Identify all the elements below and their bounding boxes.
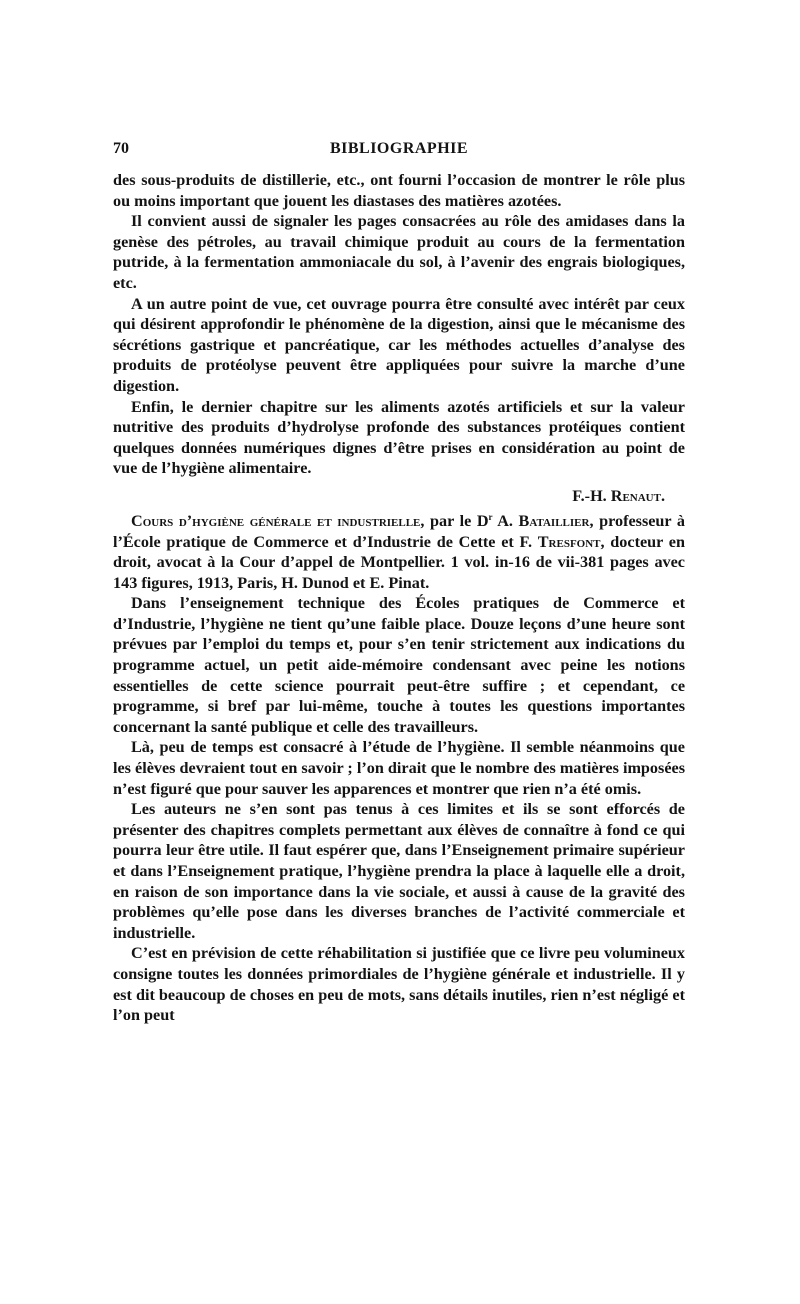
review2-paragraph: Dans l’enseignement technique des Écoles pratiques de Commerce et d’Industrie, l’hygiène ne tient qu’une faible place. Douze leçons d’une heure sont prévues par l’emploi du temps et, pour s’en tenir strictement aux indications du programme actuel, un petit aide-mémoire condensant avec peine les notions essentielles de cette science pourrait peut-être suffire ; et cependant, ce programme, si bref par lui-même, touche à toutes les questions importantes concernant la santé publique et celle des travailleurs. bbox=[113, 594, 685, 736]
review2-affiliation2: docteur en droit, avocat à la Cour d’appel de Montpellier. 1 vol. in-16 de vii-381 pages avec 143 figures, 1913, Paris, H. Dunod et E. Pinat. bbox=[113, 532, 685, 592]
review1-continuation: des sous-produits de distillerie, etc., ont fourni l’occasion de montrer le rôle plus ou moins important que jouent les diastases des matières azotées. bbox=[113, 171, 685, 210]
review1-paragraph: Enfin, le dernier chapitre sur les aliments azotés artificiels et sur la valeur nutritive des produits d’hydrolyse profonde des substances protéiques contient quelques données numériques dignes d’être prises en considération au point de vue de l’hygiène alimentaire. bbox=[113, 397, 685, 478]
review2-author1: A. Bataillier, bbox=[492, 511, 594, 530]
review2-paragraph: Là, peu de temps est consacré à l’étude de l’hygiène. Il semble néanmoins que les élèves devraient tout en savoir ; l’on dirait que le nombre des matières imposées n’est figuré que pour sauver les apparences et montrer que rien n’a été omis. bbox=[113, 738, 685, 798]
review1-paragraph: A un autre point de vue, cet ouvrage pourra être consulté avec intérêt par ceux qui désirent approfondir le phénomène de la digestion, ainsi que le mécanisme des sécrétions gastrique et pancréatique, car les méthodes actuelles d’analyse des produits de protéolyse peuvent être appliquées pour suivre la marche d’une digestion. bbox=[113, 294, 685, 395]
review2-paragraph: C’est en prévision de cette réhabilitation si justifiée que ce livre peu volumineux consigne toutes les données primordiales de l’hygiène générale et industrielle. Il y est dit beaucoup de choses en peu de mots, sans détails inutiles, rien n’est négligé et l’on peut bbox=[113, 944, 685, 1025]
review2-by: par le D bbox=[424, 511, 489, 530]
review2-author2: Tresfont, bbox=[537, 532, 605, 551]
review1-signature: F.-H. Renaut. bbox=[572, 486, 665, 505]
review2-affiliation1: professeur à l’École pratique de Commerce et d’Industrie de Cette et F. bbox=[113, 511, 685, 551]
review2-paragraph: Les auteurs ne s’en sont pas tenus à ces limites et ils se sont efforcés de présenter des chapitres complets permettant aux élèves de connaître à fond ce qui pourra leur être utile. Il faut espérer que, dans l’Enseignement primaire supérieur et dans l’Enseignement pratique, l’hygiène prendra la place à laquelle elle a droit, en raison de son importance dans la vie sociale, et aussi à cause de la gravité des problèmes qu’elle pose dans les diverses branches de l’activité commerciale et industrielle. bbox=[113, 800, 685, 942]
running-title: BIBLIOGRAPHIE bbox=[329, 140, 469, 157]
review2-heading bbox=[113, 507, 685, 593]
review1-paragraph: Il convient aussi de signaler les pages consacrées au rôle des amidases dans la genèse des pétroles, au travail chimique produit au cours de la fermentation putride, à la fermentation ammoniacale du sol, à l’avenir des engrais biologiques, etc. bbox=[113, 212, 685, 292]
book-page bbox=[113, 140, 685, 1026]
review2-by-sup: r bbox=[488, 511, 493, 522]
running-head bbox=[113, 140, 685, 170]
page-number: 70 bbox=[113, 140, 129, 157]
review2-title: Cours d’hygiène générale et industrielle, bbox=[131, 511, 425, 530]
body-text bbox=[113, 170, 685, 1026]
